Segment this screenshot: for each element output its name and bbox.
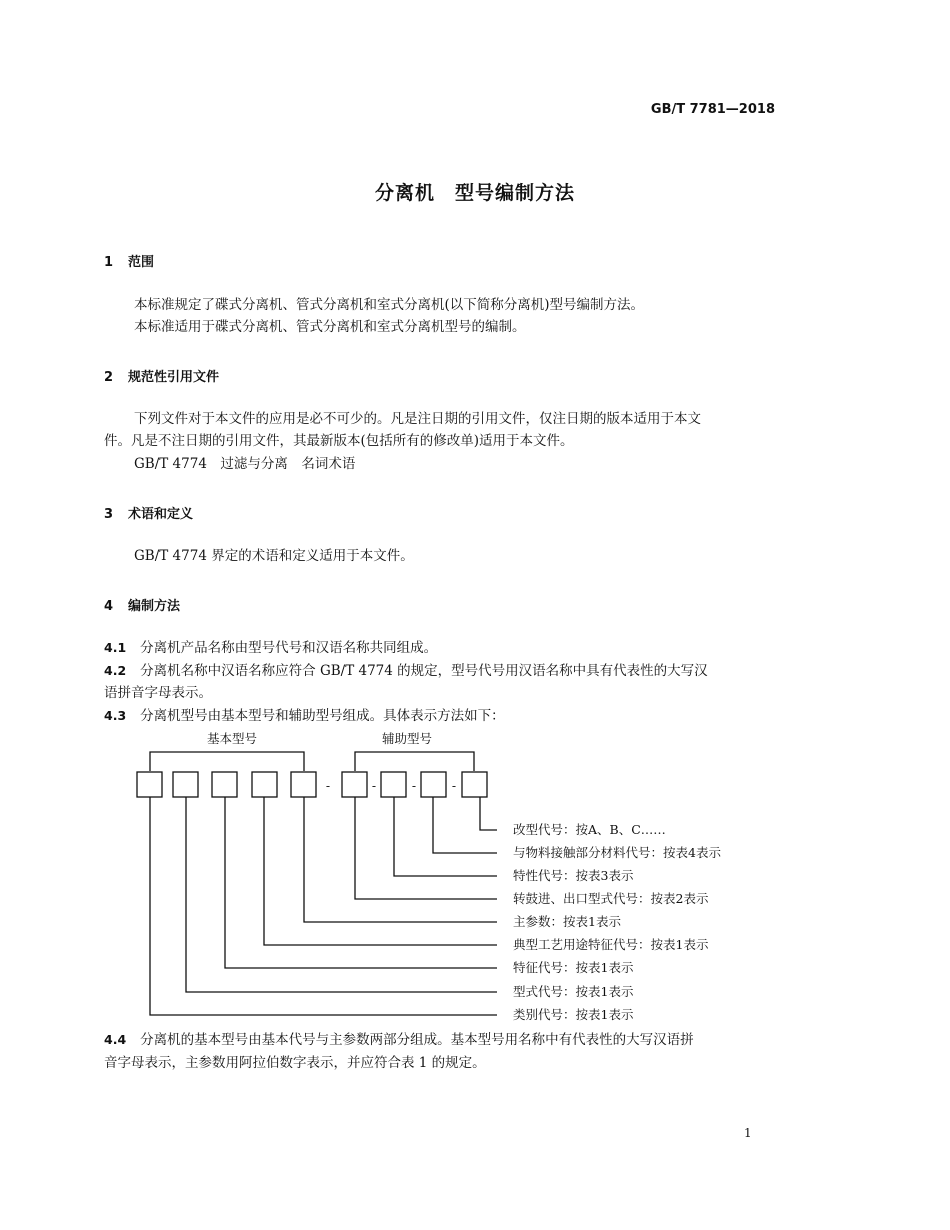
code-label-inlet-outlet: 转鼓进、出口型式代号：按表2表示 xyxy=(513,891,709,906)
code-box-type xyxy=(173,772,198,797)
clause-4-2-cont: 语拼音字母表示。 xyxy=(104,685,212,701)
clause-4-4-cont: 音字母表示，主参数用阿拉伯数字表示，并应符合表 1 的规定。 xyxy=(104,1055,486,1071)
clause-text: 分离机型号由基本型号和辅助型号组成。具体表示方法如下： xyxy=(140,708,505,724)
code-box-feature xyxy=(212,772,237,797)
section-title: 范围 xyxy=(128,255,155,270)
code-box-revision xyxy=(462,772,487,797)
code-box-characteristic xyxy=(381,772,406,797)
clause-text: 分离机名称中汉语名称应符合 GB/T 4774 的规定，型号代号用汉语名称中具有代表性的大写汉 xyxy=(140,663,708,679)
clause-text: 分离机的基本型号由基本代号与主参数两部分组成。基本型号用名称中有代表性的大写汉语拼 xyxy=(140,1032,694,1048)
leader-material xyxy=(433,797,497,853)
clause-text: 分离机产品名称由型号代号和汉语名称共同组成。 xyxy=(140,640,438,656)
leader-characteristic xyxy=(394,797,497,876)
code-label-material: 与物料接触部分材料代号：按表4表示 xyxy=(513,845,721,860)
code-label-type: 型式代号：按表1表示 xyxy=(513,984,634,999)
basic-group-bracket xyxy=(150,752,304,771)
code-box-inlet-outlet xyxy=(342,772,367,797)
page-title: 分离机 型号编制方法 xyxy=(374,182,575,204)
separator-dash: - xyxy=(411,778,417,793)
code-box-main-param xyxy=(291,772,316,797)
code-label-characteristic: 特性代号：按表3表示 xyxy=(513,868,634,883)
leader-feature xyxy=(225,797,497,968)
section-title: 编制方法 xyxy=(128,599,181,614)
paragraph-line: 下列文件对于本文件的应用是必不可少的。凡是注日期的引用文件，仅注日期的版本适用于本文 xyxy=(134,411,701,427)
code-label-application: 典型工艺用途特征代号：按表1表示 xyxy=(513,937,709,952)
document-number: GB/T 7781—2018 xyxy=(650,102,775,117)
leader-inlet-outlet xyxy=(355,797,497,899)
separator-dash: - xyxy=(371,778,377,793)
code-label-feature: 特征代号：按表1表示 xyxy=(513,960,634,975)
basic-group-label: 基本型号 xyxy=(206,731,258,746)
aux-group-bracket xyxy=(355,752,474,771)
paragraph-line: 件。凡是不注日期的引用文件，其最新版本(包括所有的修改单)适用于本文件。 xyxy=(104,433,574,449)
leader-application xyxy=(264,797,497,945)
section-number: 3 xyxy=(104,507,114,522)
normative-reference: GB/T 4774 过滤与分离 名词术语 xyxy=(134,456,356,472)
leader-revision xyxy=(480,797,497,830)
code-label-main-param: 主参数：按表1表示 xyxy=(513,914,621,929)
paragraph: GB/T 4774 界定的术语和定义适用于本文件。 xyxy=(134,548,414,564)
code-box-material xyxy=(421,772,446,797)
clause-number: 4.1 xyxy=(104,640,127,655)
clause-number: 4.3 xyxy=(104,708,127,723)
separator-dash: - xyxy=(451,778,457,793)
clause-4-4 xyxy=(104,1029,776,1051)
section-number: 4 xyxy=(104,599,114,614)
section-title: 规范性引用文件 xyxy=(128,370,220,385)
section-number: 2 xyxy=(104,370,114,385)
paragraph: 本标准规定了碟式分离机、管式分离机和室式分离机(以下简称分离机)型号编制方法。 xyxy=(134,297,645,313)
clause-number: 4.2 xyxy=(104,663,127,678)
leader-type xyxy=(186,797,497,992)
leader-category xyxy=(150,797,497,1015)
code-box-application xyxy=(252,772,277,797)
code-label-category: 类别代号：按表1表示 xyxy=(513,1007,634,1022)
page-number: 1 xyxy=(744,1126,752,1140)
clause-number: 4.4 xyxy=(104,1032,127,1047)
code-box-category xyxy=(137,772,162,797)
section-title: 术语和定义 xyxy=(128,507,194,522)
code-label-revision: 改型代号：按A、B、C…… xyxy=(513,822,666,837)
leader-main-param xyxy=(304,797,497,922)
section-number: 1 xyxy=(104,255,114,270)
separator-dash: - xyxy=(325,778,331,793)
paragraph: 本标准适用于碟式分离机、管式分离机和室式分离机型号的编制。 xyxy=(134,319,526,335)
aux-group-label: 辅助型号 xyxy=(381,731,433,746)
